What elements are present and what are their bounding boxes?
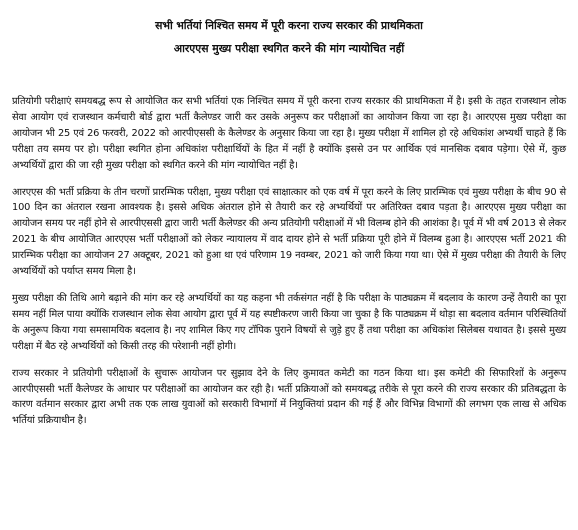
paragraph-4: राज्य सरकार ने प्रतियोगी परीक्षाओं के सुचारू आयोजन पर सुझाव देने के लिए कुमावत कमेटी का गठन किया था। इस कमेटी की सिफारिशों के अनुरूप आरपीएससी भर्ती कैलेण्डर के आधार पर परीक्षाओं का आयोजन कर रही है। भर्ती प्रक्रियाओं को समयबद्ध तरीके से पूरा करने की राज्य सरकार की प्रतिबद्धता के कारण वर्तमान सरकार द्वारा अभी तक एक लाख युवाओं को सरकारी विभागों में नियुक्तियां प्रदान की गई हैं और विभिन्न विभागों की लगभग एक लाख से अधिक भर्तियां प्रक्रियाधीन है। bbox=[12, 367, 566, 427]
document-header bbox=[12, 18, 566, 56]
paragraph-3: मुख्य परीक्षा की तिथि आगे बढ़ाने की मांग कर रहे अभ्यर्थियों का यह कहना भी तर्कसंगत नहीं है कि परीक्षा के पाठ्यक्रम में बदलाव के कारण उन्हें तैयारी का पूरा समय नहीं मिल पाया क्योंकि राजस्थान लोक सेवा आयोग द्वारा पूर्व में यह स्पष्टीकरण जारी किया जा चुका है कि पाठ्यक्रम में थोड़ा सा बदलाव वर्तमान परिस्थितियों के अनुरूप किया गया समसामयिक बदलाव है। नए शामिल किए गए टॉपिक पुराने विषयों से जुड़े हुए हैं तथा परीक्षा का अधिकांश सिलेबस यथावत है। इससे मुख्य परीक्षा में बैठ रहे अभ्यर्थियों को किसी तरह की परेशानी नहीं होगी। bbox=[12, 292, 566, 352]
document-title: सभी भर्तियां निश्चित समय में पूरी करना राज्य सरकार की प्राथमिकता bbox=[155, 19, 423, 32]
paragraph-1: प्रतियोगी परीक्षाएं समयबद्ध रूप से आयोजित कर सभी भर्तियां एक निश्चित समय में पूरी करना राज्य सरकार की प्राथमिकता में है। इसी के तहत राजस्थान लोक सेवा आयोग एवं राजस्थान कर्मचारी बोर्ड द्वारा भर्ती कैलेण्डर जारी कर उसके अनुरूप कर परीक्षाओं का आयोजन किया जा रहा है। आरएएस मुख्य परीक्षा का आयोजन भी 25 एवं 26 फरवरी, 2022 को आरपीएससी के कैलेण्डर के अनुसार किया जा रहा है। मुख्य परीक्षा में शामिल हो रहे अधिकांश अभ्यर्थी चाहते हैं कि परीक्षा तय समय पर हो। परीक्षा स्थगित होना अधिकांश परीक्षार्थियों के हित में नहीं है क्योंकि इससे उन पर आर्थिक एवं मानसिक दबाव पड़ेगा। ऐसे में, कुछ अभ्यर्थियों द्वारा की जा रही मुख्य परीक्षा को स्थगित करने की मांग न्यायोचित नहीं है। bbox=[12, 96, 566, 171]
document-subtitle: आरएएस मुख्य परीक्षा स्थगित करने की मांग न्यायोचित नहीं bbox=[173, 42, 405, 55]
paragraph-2: आरएएस की भर्ती प्रक्रिया के तीन चरणों प्रारम्भिक परीक्षा, मुख्य परीक्षा एवं साक्षात्कार को एक वर्ष में पूरा करने के लिए प्रारम्भिक एवं मुख्य परीक्षा के बीच 90 से 100 दिन का अंतराल रखना आवश्यक है। इससे अधिक अंतराल होने से तैयारी कर रहे अभ्यर्थियों पर अतिरिक्त दबाव पड़ता है। आरएएस मुख्य परीक्षा का आयोजन समय पर नहीं होने से आरपीएससी द्वारा जारी भर्ती कैलेण्डर की अन्य प्रतियोगी परीक्षाओं में भी विलम्ब होने की आशंका है। पूर्व में भी वर्ष 2013 से लेकर 2021 के बीच आयोजित आरएएस भर्ती परीक्षाओं को लेकर न्यायालय में वाद दायर होने से भर्ती प्रक्रिया पूरी होने में विलम्ब हुआ है। आरएएस भर्ती 2021 की प्रारम्भिक परीक्षा का आयोजन 27 अक्टूबर, 2021 को हुआ था एवं परिणाम 19 नवम्बर, 2021 को जारी किया गया था। ऐसे में मुख्य परीक्षा की तैयारी के लिए अभ्यर्थियों को पर्याप्त समय मिला है। bbox=[12, 186, 566, 278]
document-body bbox=[12, 94, 566, 429]
